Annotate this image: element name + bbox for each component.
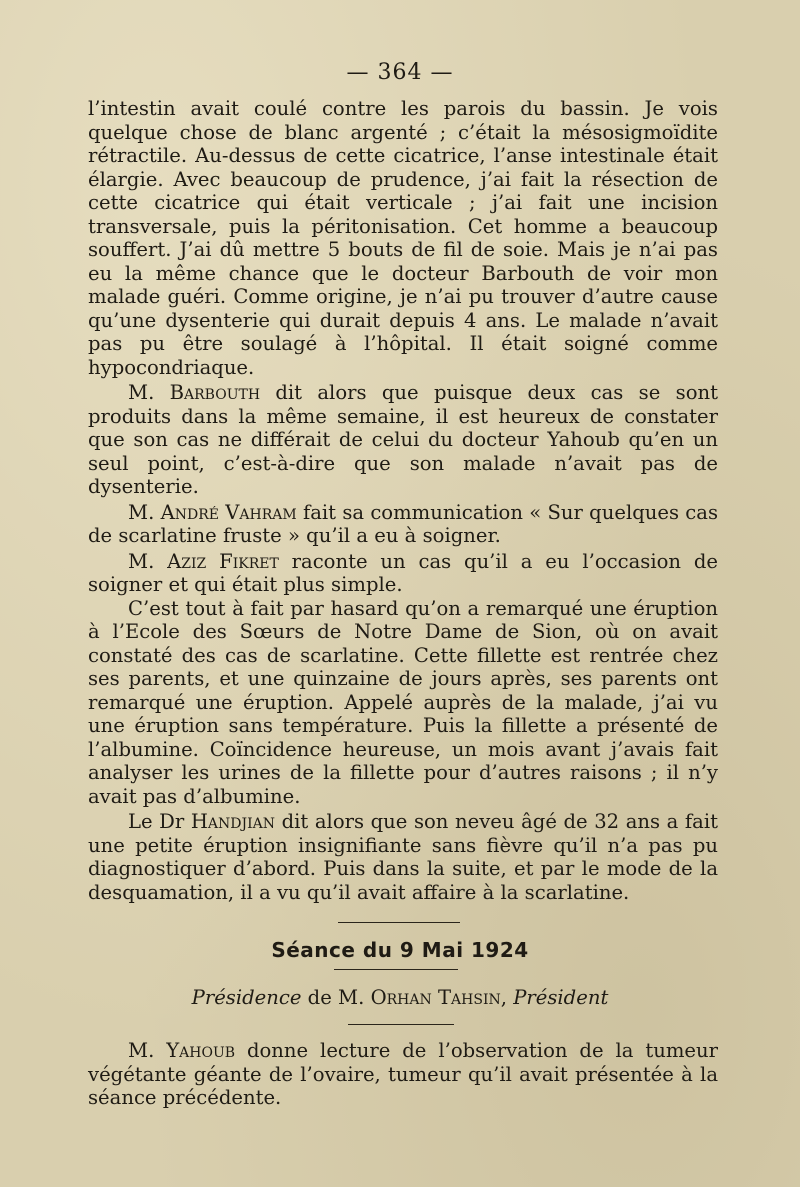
paragraph-quote: C’est tout à fait par hasard qu’on a remarqué une éruption à l’Ecole des Sœurs de Notre Dame de Sion, où on avait constaté des cas de scarlatine. Cette fillette est rentrée chez ses parents, et une quinzaine de jours après, ses parents ont remarqué une éruption. Appelé auprès de la malade, j’ai vu une éruption sans température. Puis la fillette a présenté de l’albumine. Coïncidence heureuse, un mois avant j’avais fait analyser les urines de la fillette pour d’autres raisons ; il n’y avait pas d’albumine. — [88, 596, 718, 808]
presidency-label: Présidence — [191, 986, 302, 1009]
speaker-prefix: M. — [128, 381, 170, 404]
paragraph-fikret — [88, 550, 718, 597]
paragraph-vahram — [88, 501, 718, 548]
paragraph-text: raconte un cas qu’il a eu l’occasion de soigner et qui était plus simple. — [88, 549, 718, 596]
paragraph-text: donne lecture de l’observation de la tumeur végétante géante de l’ovaire, tumeur qu’il avait présentée à la séance précédente. — [88, 1039, 718, 1109]
session-title: Séance du 9 Mai 1924 — [271, 938, 529, 962]
body-text-upper — [88, 97, 718, 904]
presidency-de: de M. — [301, 986, 371, 1009]
page-number: — 364 — — [346, 60, 454, 85]
presidency-line — [0, 986, 800, 1009]
speaker-name: Yahoub — [166, 1039, 236, 1062]
divider-rule — [348, 1024, 454, 1025]
president-role: Président — [513, 986, 609, 1009]
body-text-lower — [88, 1039, 718, 1110]
divider-rule — [334, 969, 458, 970]
speaker-prefix: Le Dr — [128, 810, 191, 833]
paragraph-barbouth — [88, 381, 718, 499]
speaker-prefix: M. — [128, 1039, 167, 1062]
paragraph-yahoub — [88, 1039, 718, 1110]
speaker-prefix: M. — [128, 549, 168, 573]
speaker-name: Aziz Fikret — [167, 549, 279, 573]
speaker-name: André Vahram — [160, 500, 297, 524]
speaker-name: Barbouth — [169, 381, 261, 404]
president-name: Orhan Tahsin — [370, 986, 501, 1009]
paragraph-handjian — [88, 810, 718, 904]
divider-rule — [338, 922, 460, 923]
presidency-comma: , — [500, 986, 514, 1009]
paragraph-continued: l’intestin avait coulé contre les parois du bassin. Je vois quelque chose de blanc argenté ; c’était la mésosigmoïdite rétractile. Au-dessus de cette cicatrice, l’anse intestinale était élargie. Avec beaucoup de prudence, j’ai fait la résection de cette cicatrice qui était verticale ; j’ai fait une incision transversale, puis la péritonisation. Cet homme a beaucoup souffert. J’ai dû mettre 5 bouts de fil de soie. Mais je n’ai pas eu la même chance que le docteur Barbouth de voir mon malade guéri. Comme origine, je n’ai pu trouver d’autre cause qu’une dysenterie qui durait depuis 4 ans. Le malade n’avait pas pu être soulagé à l’hôpital. Il était soigné comme hypocondriaque. — [88, 97, 718, 379]
paragraph-text: dit alors que puisque deux cas se sont produits dans la même semaine, il est heureux de constater que son cas ne différait de celui du docteur Yahoub qu’en un seul point, c’est-à-dire que son malade n’avait pas de dysenterie. — [88, 381, 718, 498]
paragraph-text: fait sa communication « Sur quelques cas de scarlatine fruste » qu’il a eu à soigner. — [88, 500, 719, 547]
speaker-name: Handjian — [190, 810, 276, 833]
paragraph-text: dit alors que son neveu âgé de 32 ans a fait une petite éruption insignifiante sans fièvre qu’il n’a pas pu diagnostiquer d’abord. Puis dans la suite, et par le mode de la desquamation, il a vu qu’il avait affaire à la scarlatine. — [88, 810, 718, 904]
speaker-prefix: M. — [128, 500, 161, 524]
